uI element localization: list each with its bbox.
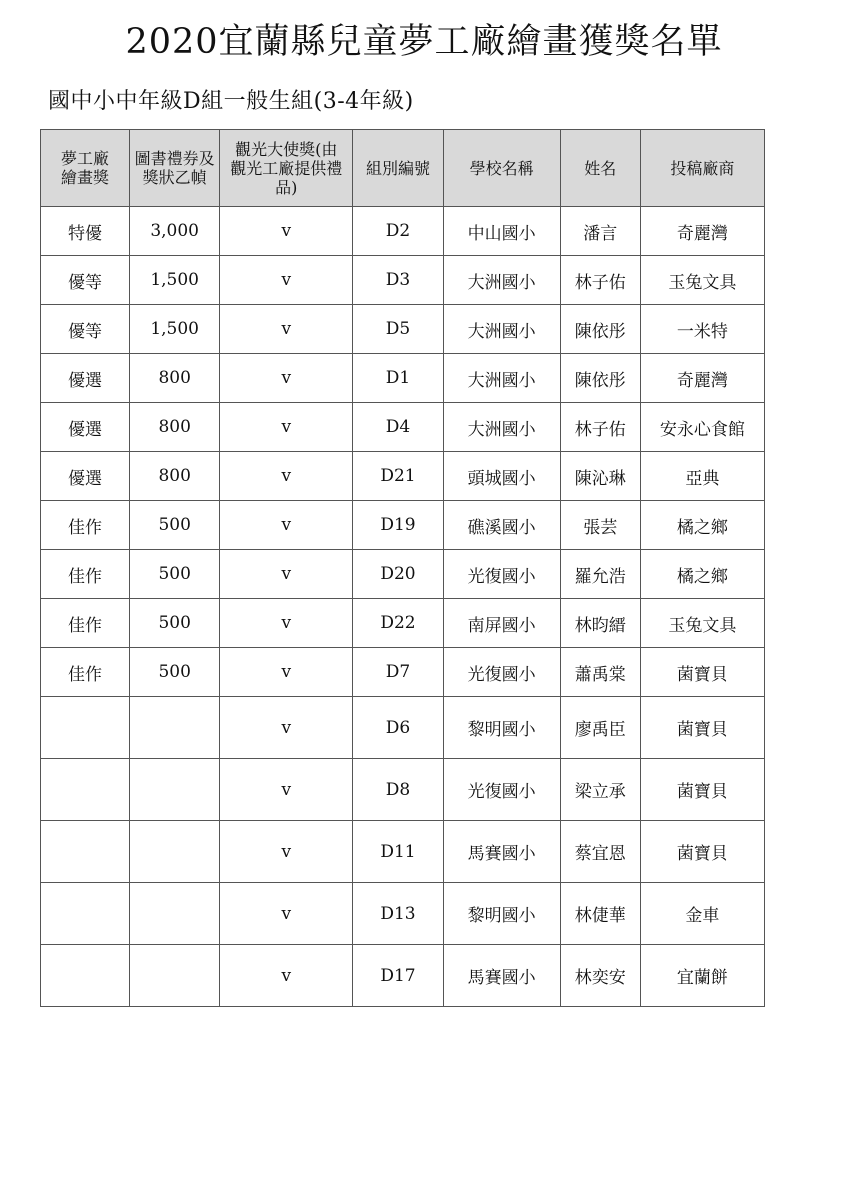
table-row (41, 759, 765, 821)
school-cell: 大洲國小 (443, 354, 560, 403)
student-name-cell: 梁立承 (560, 759, 640, 821)
school-cell: 馬賽國小 (443, 821, 560, 883)
table-row (41, 821, 765, 883)
table-row (41, 945, 765, 1007)
table-row (41, 452, 765, 501)
award-cell (41, 821, 130, 883)
entry-number-cell: D22 (353, 599, 443, 648)
student-name-cell: 蕭禹棠 (560, 648, 640, 697)
table-row (41, 599, 765, 648)
sponsor-cell: 菌寶貝 (640, 697, 764, 759)
ambassador-cell: v (220, 759, 353, 821)
entry-number-cell: D2 (353, 207, 443, 256)
table-header (41, 130, 765, 207)
school-cell: 馬賽國小 (443, 945, 560, 1007)
voucher-cell: 1,500 (130, 305, 220, 354)
table-row (41, 305, 765, 354)
sponsor-cell: 一米特 (640, 305, 764, 354)
entry-number-cell: D17 (353, 945, 443, 1007)
sponsor-cell: 宜蘭餅 (640, 945, 764, 1007)
voucher-cell: 800 (130, 354, 220, 403)
sponsor-cell: 橘之鄉 (640, 550, 764, 599)
table-row (41, 256, 765, 305)
header-sponsor: 投稿廠商 (670, 158, 735, 178)
ambassador-cell: v (220, 599, 353, 648)
award-cell (41, 945, 130, 1007)
sponsor-cell: 金車 (640, 883, 764, 945)
school-cell: 黎明國小 (443, 697, 560, 759)
entry-number-cell: D7 (353, 648, 443, 697)
header-ambassador-cell (220, 130, 353, 207)
student-name-cell: 林子佑 (560, 256, 640, 305)
award-cell: 佳作 (41, 599, 130, 648)
student-name-cell: 羅允浩 (560, 550, 640, 599)
student-name-cell: 蔡宜恩 (560, 821, 640, 883)
sponsor-cell: 橘之鄉 (640, 501, 764, 550)
voucher-cell: 500 (130, 648, 220, 697)
header-award-cell (41, 130, 130, 207)
voucher-cell (130, 945, 220, 1007)
voucher-cell: 1,500 (130, 256, 220, 305)
school-cell: 光復國小 (443, 648, 560, 697)
ambassador-cell: v (220, 945, 353, 1007)
header-entry-number-cell (353, 130, 443, 207)
ambassador-cell: v (220, 207, 353, 256)
award-cell: 特優 (41, 207, 130, 256)
ambassador-cell: v (220, 403, 353, 452)
entry-number-cell: D11 (353, 821, 443, 883)
award-cell: 優選 (41, 354, 130, 403)
header-voucher-cell (130, 130, 220, 207)
document-title: 2020宜蘭縣兒童夢工廠繪畫獲獎名單 (125, 22, 723, 62)
award-cell: 佳作 (41, 550, 130, 599)
school-cell: 南屏國小 (443, 599, 560, 648)
voucher-cell (130, 883, 220, 945)
school-cell: 光復國小 (443, 759, 560, 821)
ambassador-cell: v (220, 648, 353, 697)
ambassador-cell: v (220, 821, 353, 883)
table-body (41, 207, 765, 1007)
sponsor-cell: 菌寶貝 (640, 648, 764, 697)
voucher-cell (130, 821, 220, 883)
header-name: 姓名 (584, 158, 617, 178)
student-name-cell: 林子佑 (560, 403, 640, 452)
award-cell: 優選 (41, 403, 130, 452)
sponsor-cell: 亞典 (640, 452, 764, 501)
award-cell (41, 883, 130, 945)
voucher-cell: 500 (130, 501, 220, 550)
table-row (41, 648, 765, 697)
entry-number-cell: D4 (353, 403, 443, 452)
ambassador-cell: v (220, 354, 353, 403)
student-name-cell: 陳沁琳 (560, 452, 640, 501)
header-voucher: 圖書禮券及獎狀乙幀 (134, 149, 215, 187)
entry-number-cell: D5 (353, 305, 443, 354)
school-cell: 礁溪國小 (443, 501, 560, 550)
award-cell: 優等 (41, 305, 130, 354)
award-cell: 優選 (41, 452, 130, 501)
voucher-cell (130, 697, 220, 759)
table-row (41, 883, 765, 945)
awards-table (40, 129, 765, 1007)
school-cell: 光復國小 (443, 550, 560, 599)
entry-number-cell: D20 (353, 550, 443, 599)
student-name-cell: 林倢華 (560, 883, 640, 945)
sponsor-cell: 菌寶貝 (640, 821, 764, 883)
entry-number-cell: D21 (353, 452, 443, 501)
school-cell: 頭城國小 (443, 452, 560, 501)
entry-number-cell: D8 (353, 759, 443, 821)
voucher-cell: 3,000 (130, 207, 220, 256)
header-ambassador: 觀光大使獎(由觀光工廠提供禮品) (230, 139, 343, 197)
entry-number-cell: D1 (353, 354, 443, 403)
voucher-cell: 800 (130, 403, 220, 452)
table-row (41, 403, 765, 452)
student-name-cell: 潘言 (560, 207, 640, 256)
group-subtitle: 國中小中年級D組一般生組(3-4年級) (48, 89, 414, 114)
award-cell: 優等 (41, 256, 130, 305)
award-cell (41, 759, 130, 821)
school-cell: 大洲國小 (443, 305, 560, 354)
student-name-cell: 張芸 (560, 501, 640, 550)
sponsor-cell: 玉兔文具 (640, 256, 764, 305)
school-cell: 中山國小 (443, 207, 560, 256)
ambassador-cell: v (220, 697, 353, 759)
header-name-cell (560, 130, 640, 207)
entry-number-cell: D13 (353, 883, 443, 945)
ambassador-cell: v (220, 256, 353, 305)
school-cell: 黎明國小 (443, 883, 560, 945)
sponsor-cell: 奇麗灣 (640, 354, 764, 403)
table-row (41, 697, 765, 759)
student-name-cell: 林奕安 (560, 945, 640, 1007)
school-cell: 大洲國小 (443, 256, 560, 305)
entry-number-cell: D19 (353, 501, 443, 550)
header-row (41, 130, 765, 207)
award-cell: 佳作 (41, 648, 130, 697)
entry-number-cell: D6 (353, 697, 443, 759)
table-row (41, 354, 765, 403)
table-row (41, 550, 765, 599)
award-cell: 佳作 (41, 501, 130, 550)
award-cell (41, 697, 130, 759)
entry-number-cell: D3 (353, 256, 443, 305)
voucher-cell (130, 759, 220, 821)
ambassador-cell: v (220, 883, 353, 945)
student-name-cell: 陳依彤 (560, 305, 640, 354)
header-entry-number: 組別編號 (365, 158, 430, 178)
sponsor-cell: 安永心食館 (640, 403, 764, 452)
sponsor-cell: 玉兔文具 (640, 599, 764, 648)
header-school: 學校名稱 (469, 158, 534, 178)
student-name-cell: 廖禹臣 (560, 697, 640, 759)
sponsor-cell: 菌寶貝 (640, 759, 764, 821)
header-school-cell (443, 130, 560, 207)
ambassador-cell: v (220, 305, 353, 354)
voucher-cell: 800 (130, 452, 220, 501)
header-award: 夢工廠繪畫獎 (61, 149, 110, 187)
student-name-cell: 陳依彤 (560, 354, 640, 403)
voucher-cell: 500 (130, 550, 220, 599)
table-row (41, 501, 765, 550)
sponsor-cell: 奇麗灣 (640, 207, 764, 256)
ambassador-cell: v (220, 452, 353, 501)
ambassador-cell: v (220, 550, 353, 599)
voucher-cell: 500 (130, 599, 220, 648)
student-name-cell: 林昀縉 (560, 599, 640, 648)
ambassador-cell: v (220, 501, 353, 550)
header-sponsor-cell (640, 130, 764, 207)
table-row (41, 207, 765, 256)
school-cell: 大洲國小 (443, 403, 560, 452)
